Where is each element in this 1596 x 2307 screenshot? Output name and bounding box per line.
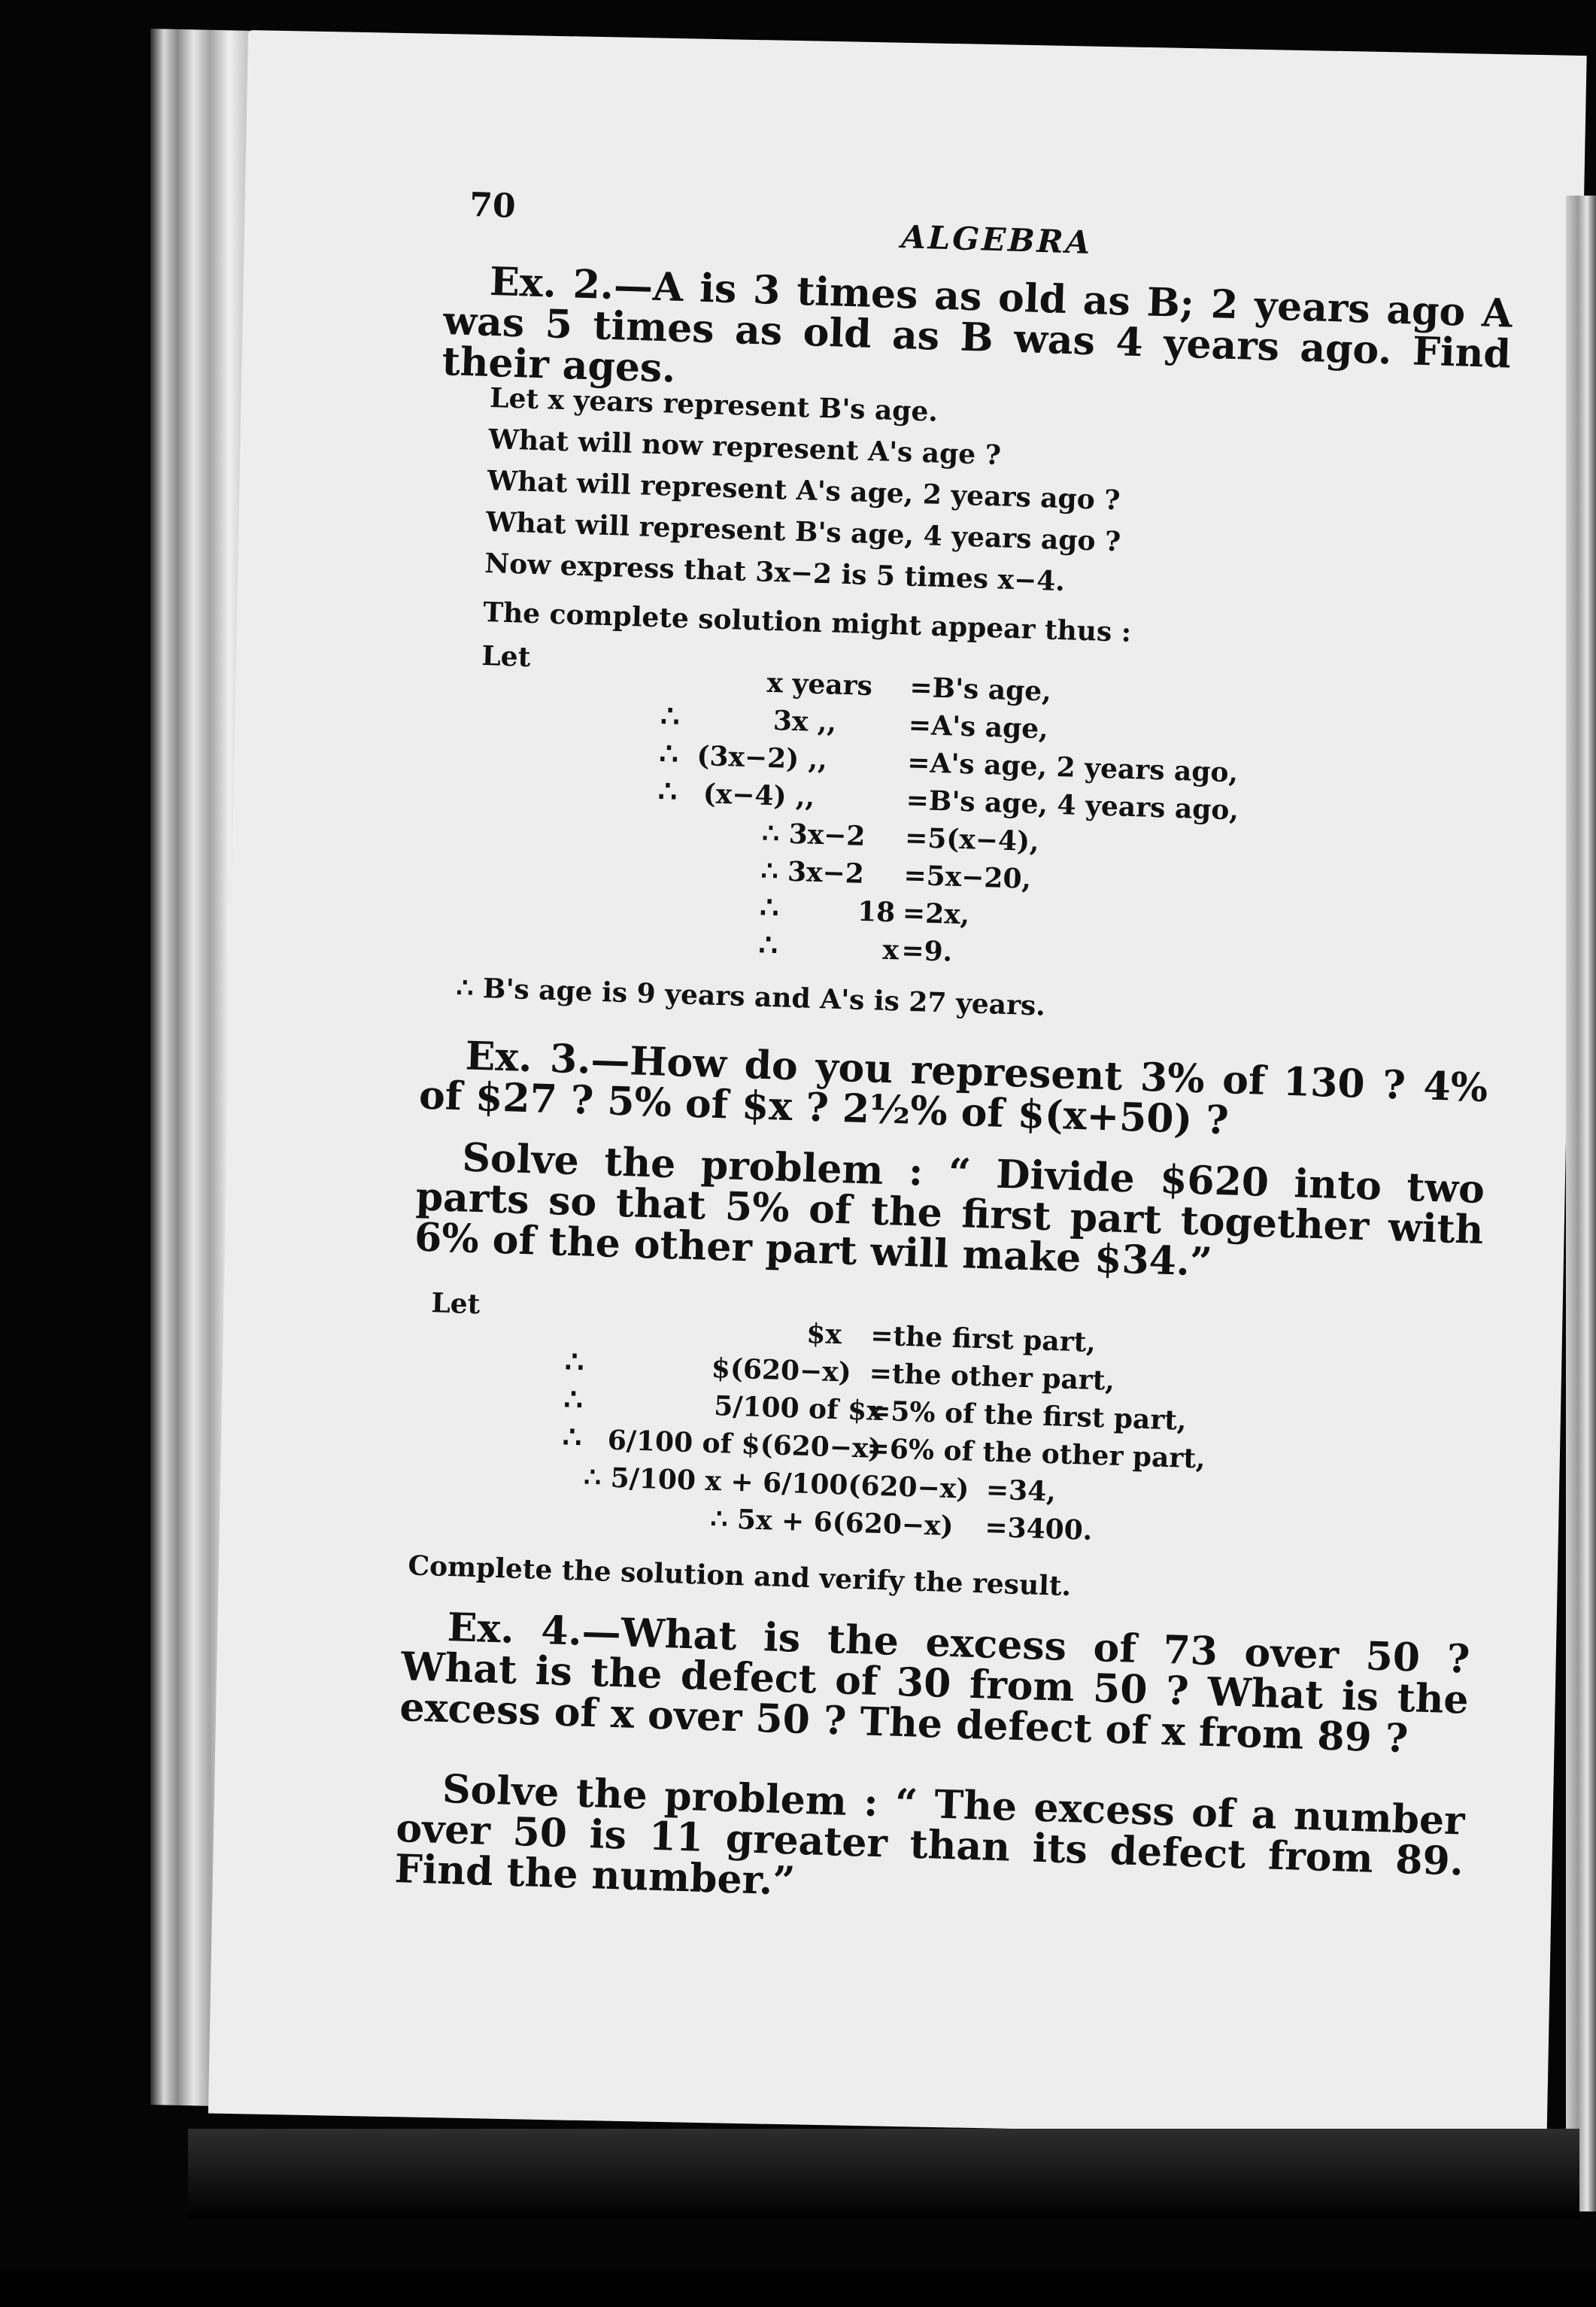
equation-rhs: =9. <box>900 934 953 968</box>
equation-lhs: 18 <box>857 895 896 929</box>
equation-rhs: =A's age, 2 years ago, <box>906 746 1239 789</box>
equation-lhs: ∴ 5/100 x + 6/100(620−x) <box>583 1461 969 1505</box>
equation-lhs: 5/100 of $x <box>713 1390 884 1428</box>
equation-lhs: x years <box>766 666 873 703</box>
ex2-step: What will represent A's age, 2 years ago ? <box>487 464 1121 517</box>
equation-lhs: (x−4) ,, <box>702 778 815 813</box>
equation-lhs: ∴ 3x−2 <box>761 817 866 852</box>
ex3-problem <box>418 1035 1488 1150</box>
equation-lhs: ∴ 3x−2 <box>760 855 865 890</box>
therefore-symbol: ∴ <box>563 1381 584 1418</box>
ex4-task-text: Solve the problem : “ The excess of a number over 50 is 11 greater than its defect from 89. Find the number.” <box>393 1765 1466 1905</box>
equation-rhs: =2x, <box>902 897 970 931</box>
ex4-problem-text: Ex. 4.—What is the excess of 73 over 50 ? What is the defect of 30 from 50 ? What is the excess of x over 50 ? The defect of x from 89 ? <box>399 1604 1471 1762</box>
equation-lhs: $x <box>806 1317 842 1351</box>
therefore-symbol: ∴ <box>660 698 681 735</box>
ex2-problem-text: Ex. 2.—A is 3 times as old as B; 2 years ago A was 5 times as old as B was 4 years ago. Find their ages. <box>441 258 1513 392</box>
ex4-task <box>393 1765 1466 1923</box>
ex2-conclusion: ∴ B's age is 9 years and A's is 27 years. <box>455 971 1046 1022</box>
ex3-task-text: Solve the problem : “ Divide $620 into two parts so that 5% of the first part together with 6% of the other part will make $34.” <box>414 1134 1485 1286</box>
equation-lhs: (3x−2) ,, <box>696 739 828 776</box>
ex3-task <box>414 1136 1485 1292</box>
therefore-symbol: ∴ <box>759 889 780 926</box>
ex3-problem-text: Ex. 3.—How do you represent 3% of 130 ? 4% of $27 ? 5% of $x ? 2½% of $(x+50) ? <box>418 1033 1489 1144</box>
therefore-symbol: ∴ <box>657 773 678 810</box>
equation-rhs: =5(x−4), <box>904 821 1040 858</box>
page-number: 70 <box>469 186 517 226</box>
therefore-symbol: ∴ <box>564 1343 585 1380</box>
ex2-step: What will represent B's age, 4 years ago ? <box>485 505 1121 558</box>
equation-rhs: =5x−20, <box>903 859 1032 895</box>
equation-rhs: =B's age, <box>909 671 1052 708</box>
equation-lhs: $(620−x) <box>711 1352 852 1389</box>
therefore-symbol: ∴ <box>757 927 778 964</box>
ex2-let-label: Let <box>481 639 531 673</box>
equation-rhs: =the first part, <box>869 1319 1097 1358</box>
therefore-symbol: ∴ <box>658 736 679 773</box>
ex4-problem <box>399 1606 1470 1762</box>
equation-rhs: =B's age, 4 years ago, <box>906 784 1239 827</box>
equation-rhs: =3400. <box>984 1511 1093 1547</box>
equation-rhs: =6% of the other part, <box>866 1432 1206 1475</box>
equation-lhs: ∴ 5x + 6(620−x) <box>709 1502 954 1543</box>
equation-rhs: =A's age, <box>908 709 1049 745</box>
ex2-step: What will now represent A's age ? <box>487 423 1002 472</box>
ex2-step: Let x years represent B's age. <box>489 382 939 428</box>
equation-rhs: =the other part, <box>869 1357 1115 1397</box>
equation-rhs: =34, <box>985 1474 1057 1508</box>
ex3-let-label: Let <box>430 1287 481 1321</box>
equation-lhs: x <box>881 933 900 967</box>
equation-lhs: 3x ,, <box>772 705 837 739</box>
ex3-footer: Complete the solution and verify the result. <box>407 1550 1072 1603</box>
ex2-step: The complete solution might appear thus : <box>482 596 1132 648</box>
equation-rhs: =5% of the first part, <box>867 1395 1188 1437</box>
equation-lhs: 6/100 of $(620−x) <box>607 1424 882 1465</box>
ex2-step: Now express that 3x−2 is 5 times x−4. <box>484 547 1066 598</box>
therefore-symbol: ∴ <box>562 1419 583 1456</box>
running-head: ALGEBRA <box>900 218 1093 262</box>
